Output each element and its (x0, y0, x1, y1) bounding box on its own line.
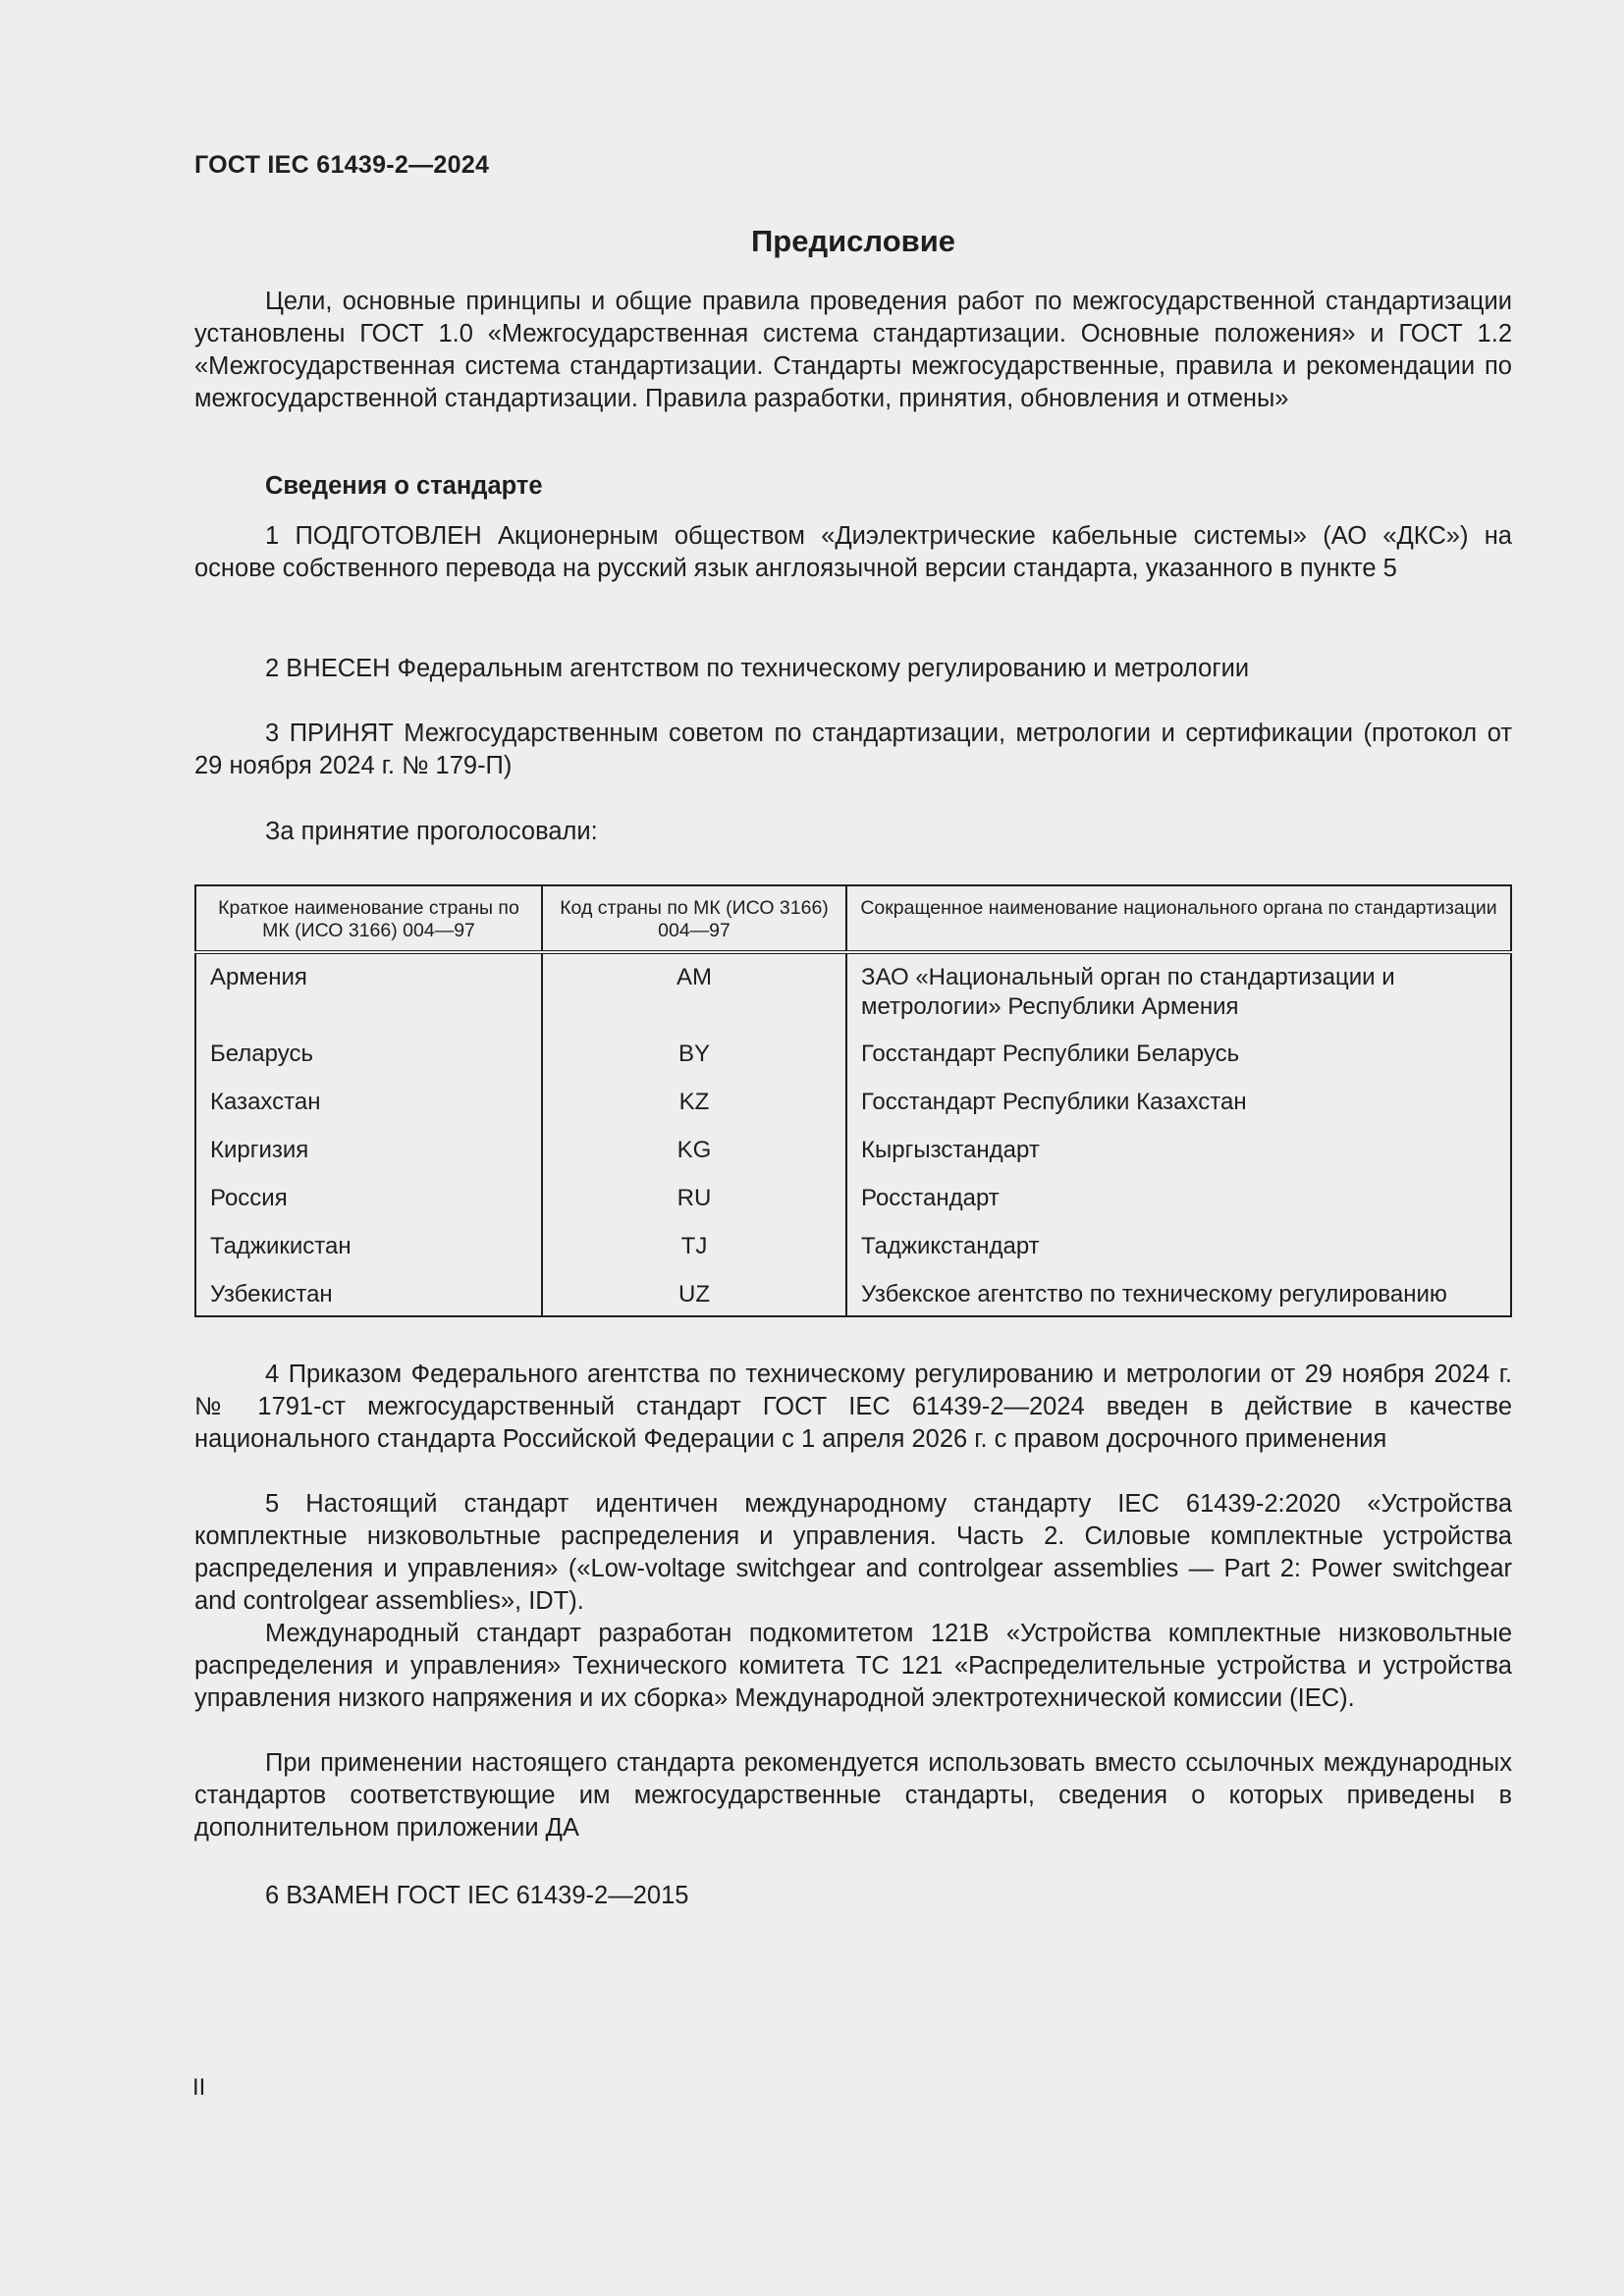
table-row (195, 1036, 1511, 1084)
info-heading: Сведения о стандарте (265, 472, 543, 500)
table-row (195, 1132, 1511, 1180)
header-body: Сокращенное наименование национального органа по стандартизации (846, 885, 1511, 952)
cell-country: Россия (195, 1180, 542, 1228)
table-row (195, 952, 1511, 1036)
item-4-order: 4 Приказом Федерального агентства по техническому регулированию и метрологии от 29 ноября 2024 г. № 1791-ст межгосударственный стандарт ГОСТ IEC 61439-2—2024 введен в действие в качестве национального стандарта Российской Федерации с 1 апреля 2026 г. с правом досрочного применения (194, 1361, 1512, 1453)
cell-country: Таджикистан (195, 1228, 542, 1276)
cell-code: AM (542, 952, 846, 1036)
cell-body: Кыргызстандарт (846, 1132, 1511, 1180)
cell-body: Росстандарт (846, 1180, 1511, 1228)
item-5-developer: Международный стандарт разработан подкомитетом 121В «Устройства комплектные низковольтные распределения и управления» Технического комитета ТС 121 «Распределительные устройства и устройства управления низкого напряжения и их сборка» Международной электротехнической комиссии (IEC). (194, 1620, 1512, 1712)
cell-country: Армения (195, 952, 542, 1036)
cell-country: Узбекистан (195, 1276, 542, 1316)
item-2-submitted: 2 ВНЕСЕН Федеральным агентством по техническому регулированию и метрологии (265, 655, 1250, 682)
table-row (195, 1228, 1511, 1276)
cell-body: Таджикстандарт (846, 1228, 1511, 1276)
cell-country: Казахстан (195, 1084, 542, 1132)
cell-body: Госстандарт Республики Беларусь (846, 1036, 1511, 1084)
cell-body: Узбекское агентство по техническому регулированию (846, 1276, 1511, 1316)
voting-table (194, 884, 1512, 1317)
cell-country: Беларусь (195, 1036, 542, 1084)
standard-code-header: ГОСТ IEC 61439-2—2024 (194, 151, 490, 179)
header-code: Код страны по МК (ИСО 3166) 004—97 (542, 885, 846, 952)
table-row (195, 1276, 1511, 1316)
table-row (195, 1180, 1511, 1228)
page-title: Предисловие (750, 224, 955, 258)
cell-code: TJ (542, 1228, 846, 1276)
voted-label: За принятие проголосовали: (265, 818, 598, 845)
item-1-prepared: 1 ПОДГОТОВЛЕН Акционерным обществом «Диэлектрические кабельные системы» (АО «ДКС») на основе собственного перевода на русский язык англоязычной версии стандарта, указанного в пункте 5 (194, 522, 1512, 582)
table-header-row (195, 885, 1511, 952)
item-5-identical: 5 Настоящий стандарт идентичен международному стандарту IEC 61439-2:2020 «Устройства комплектные низковольтные распределения и управления. Часть 2. Силовые комплектные устройства распределения и управления» («Low-voltage switchgear and controlgear assemblies — Part 2: Power switchgear and controlgear assemblies», IDT). (194, 1490, 1512, 1615)
cell-body: Госстандарт Республики Казахстан (846, 1084, 1511, 1132)
cell-code: KG (542, 1132, 846, 1180)
item-6-replaces: 6 ВЗАМЕН ГОСТ IEC 61439-2—2015 (265, 1882, 689, 1909)
item-3-adopted: 3 ПРИНЯТ Межгосударственным советом по стандартизации, метрологии и сертификации (протокол от 29 ноября 2024 г. № 179-П) (194, 720, 1512, 779)
table-row (195, 1084, 1511, 1132)
cell-body: ЗАО «Национальный орган по стандартизации и метрологии» Республики Армения (846, 952, 1511, 1036)
item-5-application: При применении настоящего стандарта рекомендуется использовать вместо ссылочных международных стандартов соответствующие им межгосударственные стандарты, сведения о которых приведены в дополнительном приложении ДА (194, 1749, 1512, 1842)
intro-paragraph: Цели, основные принципы и общие правила проведения работ по межгосударственной стандартизации установлены ГОСТ 1.0 «Межгосударственная система стандартизации. Основные положения» и ГОСТ 1.2 «Межгосударственная система стандартизации. Стандарты межгосударственные, правила и рекомендации по межгосударственной стандартизации. Правила разработки, принятия, обновления и отмены» (194, 288, 1512, 412)
cell-code: BY (542, 1036, 846, 1084)
header-country: Краткое наименование страны по МК (ИСО 3166) 004—97 (195, 885, 542, 952)
cell-country: Киргизия (195, 1132, 542, 1180)
cell-code: UZ (542, 1276, 846, 1316)
cell-code: KZ (542, 1084, 846, 1132)
page-number: II (192, 2074, 206, 2101)
cell-code: RU (542, 1180, 846, 1228)
